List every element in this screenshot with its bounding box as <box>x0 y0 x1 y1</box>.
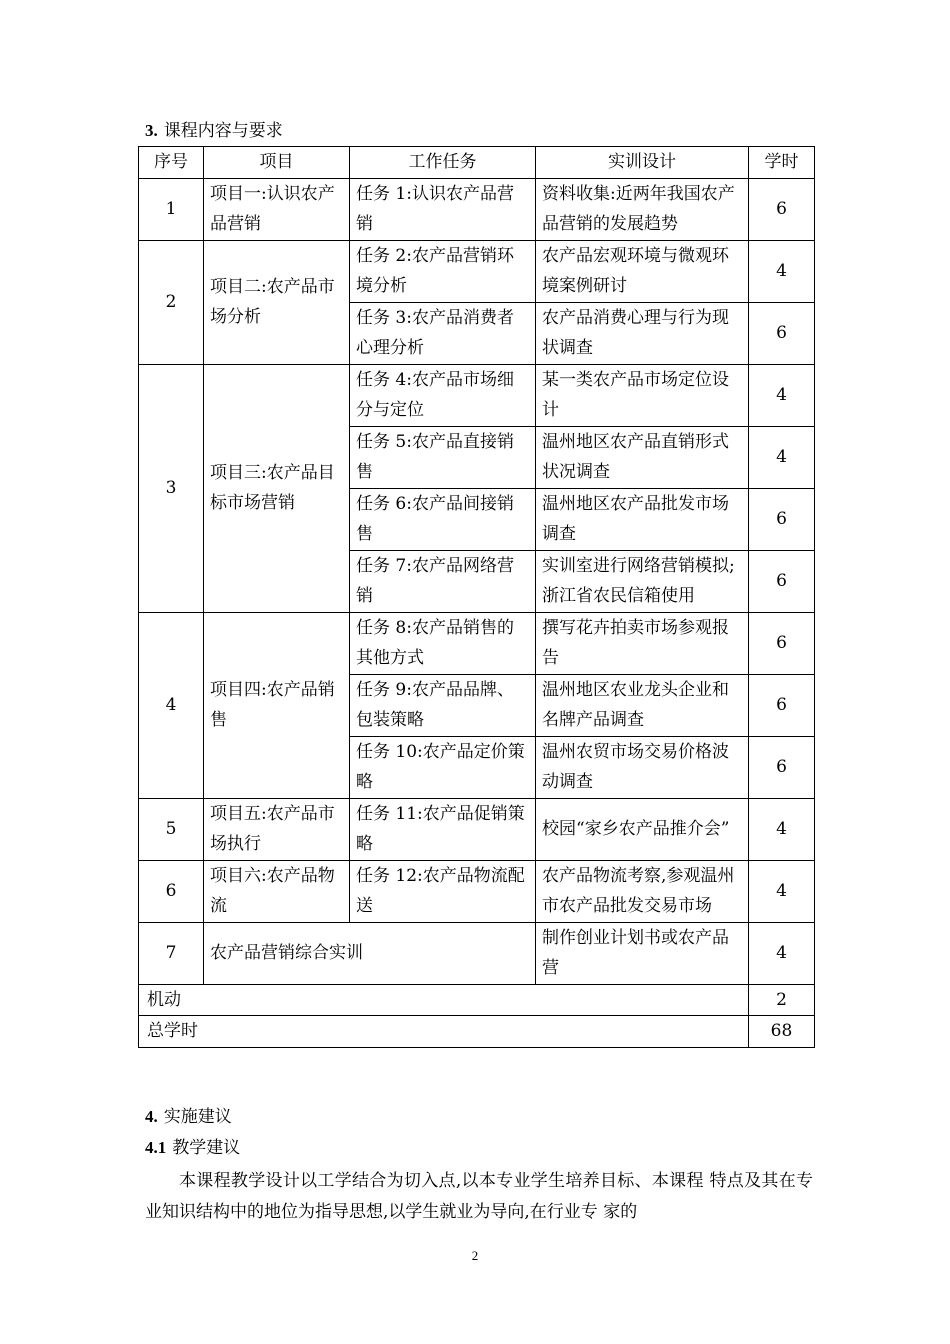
training-cell: 农产品宏观环境与微观环境案例研讨 <box>536 240 749 302</box>
hours-cell: 4 <box>749 922 815 984</box>
total-row-label: 总学时 <box>139 1016 749 1048</box>
table-row <box>139 798 815 860</box>
flex-row-hours: 2 <box>749 984 815 1016</box>
training-cell: 校园“家乡农产品推介会” <box>536 798 749 860</box>
task-cell: 任务 12:农产品物流配送 <box>350 860 536 922</box>
project-cell: 项目三:农产品目标市场营销 <box>204 364 350 612</box>
hours-cell: 6 <box>749 550 815 612</box>
hours-cell: 4 <box>749 364 815 426</box>
total-row-hours: 68 <box>749 1016 815 1048</box>
seq-cell: 2 <box>139 240 204 364</box>
task-cell: 任务 9:农产品品牌、包装策略 <box>350 674 536 736</box>
training-cell: 某一类农产品市场定位设计 <box>536 364 749 426</box>
flex-row <box>139 984 815 1016</box>
hours-cell: 6 <box>749 302 815 364</box>
table-row <box>139 612 815 674</box>
seq-cell: 4 <box>139 612 204 798</box>
section-number: 4. <box>145 1107 158 1126</box>
hours-cell: 6 <box>749 674 815 736</box>
training-cell: 实训室进行网络营销模拟;浙江省农民信箱使用 <box>536 550 749 612</box>
project-cell: 项目五:农产品市场执行 <box>204 798 350 860</box>
section-title: 课程内容与要求 <box>163 121 283 141</box>
training-cell: 农产品物流考察,参观温州市农产品批发交易市场 <box>536 860 749 922</box>
training-cell: 温州地区农产品批发市场调查 <box>536 488 749 550</box>
training-cell: 资料收集:近两年我国农产品营销的发展趋势 <box>536 178 749 240</box>
task-cell: 任务 7:农产品网络营销 <box>350 550 536 612</box>
page-number: 2 <box>471 1248 479 1263</box>
header-training: 实训设计 <box>536 147 749 179</box>
seq-cell: 1 <box>139 178 204 240</box>
hours-cell: 4 <box>749 240 815 302</box>
task-cell: 任务 5:农产品直接销售 <box>350 426 536 488</box>
seq-cell: 7 <box>139 922 204 984</box>
teaching-suggestion-paragraph: 本课程教学设计以工学结合为切入点,以本专业学生培养目标、本课程 特点及其在专业知识结构中的地位为指导思想,以学生就业为导向,在行业专 家的 <box>145 1171 813 1222</box>
training-cell: 温州地区农业龙头企业和名牌产品调查 <box>536 674 749 736</box>
header-task: 工作任务 <box>350 147 536 179</box>
section-title: 教学建议 <box>172 1138 241 1158</box>
total-row <box>139 1016 815 1048</box>
hours-cell: 6 <box>749 736 815 798</box>
project-cell: 项目一:认识农产品营销 <box>204 178 350 240</box>
table-row <box>139 922 815 984</box>
project-cell: 项目四:农产品销售 <box>204 612 350 798</box>
hours-cell: 6 <box>749 488 815 550</box>
training-cell: 温州地区农产品直销形式状况调查 <box>536 426 749 488</box>
section-4-1-heading <box>145 1138 240 1158</box>
course-content-table <box>138 146 815 1048</box>
task-cell: 任务 11:农产品促销策略 <box>350 798 536 860</box>
training-cell: 撰写花卉拍卖市场参观报告 <box>536 612 749 674</box>
task-cell: 任务 10:农产品定价策略 <box>350 736 536 798</box>
task-cell: 任务 6:农产品间接销售 <box>350 488 536 550</box>
training-cell: 制作创业计划书或农产品营 <box>536 922 749 984</box>
task-cell: 任务 3:农产品消费者心理分析 <box>350 302 536 364</box>
task-cell: 任务 2:农产品营销环境分析 <box>350 240 536 302</box>
seq-cell: 5 <box>139 798 204 860</box>
section-number: 4.1 <box>145 1138 167 1157</box>
section-number: 3. <box>145 121 158 140</box>
hours-cell: 4 <box>749 860 815 922</box>
flex-row-label: 机动 <box>139 984 749 1016</box>
header-seq: 序号 <box>139 147 204 179</box>
project-cell: 项目二:农产品市场分析 <box>204 240 350 364</box>
table-header-row <box>139 147 815 179</box>
table-body <box>139 178 815 1047</box>
project-cell: 农产品营销综合实训 <box>204 922 536 984</box>
hours-cell: 4 <box>749 798 815 860</box>
table-row <box>139 178 815 240</box>
seq-cell: 3 <box>139 364 204 612</box>
table-row <box>139 860 815 922</box>
task-cell: 任务 8:农产品销售的其他方式 <box>350 612 536 674</box>
task-cell: 任务 1:认识农产品营销 <box>350 178 536 240</box>
table-row <box>139 240 815 302</box>
training-cell: 温州农贸市场交易价格波动调查 <box>536 736 749 798</box>
hours-cell: 6 <box>749 178 815 240</box>
header-project: 项目 <box>204 147 350 179</box>
task-cell: 任务 4:农产品市场细分与定位 <box>350 364 536 426</box>
section-title: 实施建议 <box>163 1107 232 1127</box>
table-row <box>139 364 815 426</box>
header-hours: 学时 <box>749 147 815 179</box>
seq-cell: 6 <box>139 860 204 922</box>
hours-cell: 6 <box>749 612 815 674</box>
section-3-heading <box>145 121 283 141</box>
training-cell: 农产品消费心理与行为现状调查 <box>536 302 749 364</box>
hours-cell: 4 <box>749 426 815 488</box>
project-cell: 项目六:农产品物流 <box>204 860 350 922</box>
section-4-heading <box>145 1107 232 1127</box>
